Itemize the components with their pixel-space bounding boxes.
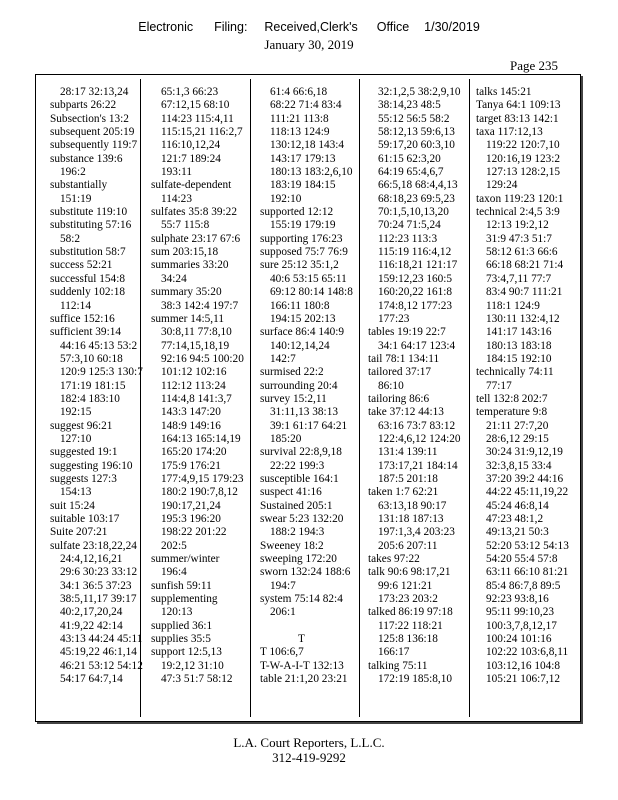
index-entry-line: 117:22 118:21 bbox=[378, 619, 443, 632]
index-entry-line: tables 19:19 22:7 bbox=[368, 326, 446, 339]
index-entry-line: 196:2 bbox=[60, 166, 86, 179]
index-entry-line: 166:11 180:8 bbox=[270, 299, 330, 312]
index-entry-line: 41:9,22 42:14 bbox=[60, 619, 123, 632]
index-entry-line: T 106:6,7 bbox=[260, 646, 304, 659]
index-entry-line: 61:15 62:3,20 bbox=[378, 152, 441, 165]
index-entry-line: taken 1:7 62:21 bbox=[368, 486, 439, 499]
index-entry-line: 63:13,18 90:17 bbox=[378, 499, 447, 512]
index-entry-line: tailoring 86:6 bbox=[368, 392, 430, 405]
index-entry-line: 34:1 36:5 37:23 bbox=[60, 579, 132, 592]
index-entry-line: 92:16 94:5 100:20 bbox=[161, 352, 244, 365]
index-entry-line: talking 75:11 bbox=[368, 659, 428, 672]
index-entry-line: 92:23 93:8,16 bbox=[486, 593, 549, 606]
index-entry-line: 193:11 bbox=[161, 166, 192, 179]
index-entry-line: system 75:14 82:4 bbox=[260, 593, 343, 606]
index-entry-line: 100:24 101:16 bbox=[486, 633, 552, 646]
index-entry-line: T-W-A-I-T 132:13 bbox=[260, 659, 344, 672]
index-entry-line: 103:12,16 104:8 bbox=[486, 659, 561, 672]
index-entry-line: 154:13 bbox=[60, 486, 92, 499]
index-entry-line: 116:18,21 121:17 bbox=[378, 259, 458, 272]
index-entry-line: talked 86:19 97:18 bbox=[368, 606, 453, 619]
index-entry-line: 12:13 19:2,12 bbox=[486, 219, 549, 232]
index-entry-line: survival 22:8,9,18 bbox=[260, 446, 342, 459]
index-entry-line: supplied 36:1 bbox=[151, 619, 213, 632]
index-entry-line: Tanya 64:1 109:13 bbox=[476, 99, 561, 112]
filing-stamp-line bbox=[0, 20, 618, 34]
index-entry-line: 65:1,3 66:23 bbox=[161, 86, 219, 98]
index-entry-line: 70:1,5,10,13,20 bbox=[378, 206, 449, 219]
index-entry-line: 100:3,7,8,12,17 bbox=[486, 619, 557, 632]
column-divider bbox=[250, 79, 251, 717]
index-entry-line: 45:19,22 46:1,14 bbox=[60, 646, 137, 659]
index-entry-line: successful 154:8 bbox=[50, 272, 125, 285]
index-entry-line: 85:4 86:7,8 89:5 bbox=[486, 579, 561, 592]
index-entry-line: 34:1 64:17 123:4 bbox=[378, 339, 456, 352]
index-entry-line: suggested 19:1 bbox=[50, 446, 118, 459]
index-entry-line: 66:5,18 68:4,4,13 bbox=[378, 179, 458, 192]
index-entry-line: tell 132:8 202:7 bbox=[476, 392, 548, 405]
index-entry-line: surface 86:4 140:9 bbox=[260, 326, 345, 339]
index-entry-line: suddenly 102:18 bbox=[50, 286, 125, 299]
index-entry-line: supplies 35:5 bbox=[151, 633, 211, 646]
index-entry-line: 180:13 183:18 bbox=[486, 339, 552, 352]
index-entry-line: sweeping 172:20 bbox=[260, 553, 337, 566]
footer-phone: 312-419-9292 bbox=[272, 750, 346, 765]
index-entry-line: 206:1 bbox=[270, 606, 296, 619]
filing-date-line: January 30, 2019 bbox=[264, 37, 354, 52]
index-entry-line: 183:19 184:15 bbox=[270, 179, 336, 192]
index-entry-line: supporting 176:23 bbox=[260, 232, 343, 245]
index-entry-line: 120:9 125:3 130:7 bbox=[60, 366, 143, 379]
index-entry-line: supposed 75:7 76:9 bbox=[260, 246, 348, 259]
index-entry-line: 112:23 113:3 bbox=[378, 232, 438, 245]
index-entry-line: 66:18 68:21 71:4 bbox=[486, 259, 564, 272]
index-entry-line: 24:4,12,16,21 bbox=[60, 553, 123, 566]
index-entry-line: 73:4,7,11 77:7 bbox=[486, 272, 552, 285]
index-entry-line: substantially bbox=[50, 179, 108, 192]
index-entry-line: 47:3 51:7 58:12 bbox=[161, 673, 233, 686]
index-entry-line: 188:2 194:3 bbox=[270, 526, 325, 539]
index-entry-line: success 52:21 bbox=[50, 259, 113, 272]
index-entry-line: 61:4 66:6,18 bbox=[270, 86, 328, 98]
index-entry-line: tail 78:1 134:11 bbox=[368, 352, 440, 365]
column-divider bbox=[469, 79, 470, 717]
index-entry-line: substituting 57:16 bbox=[50, 219, 132, 232]
index-entry-line: 102:22 103:6,8,11 bbox=[486, 646, 569, 659]
index-entry-line: sulfate-dependent bbox=[151, 179, 232, 192]
index-column-1 bbox=[50, 86, 143, 716]
index-entry-line: 30:24 31:9,12,19 bbox=[486, 446, 563, 459]
index-entry-line: 34:24 bbox=[161, 272, 187, 285]
index-entry-line: 177:23 bbox=[378, 312, 410, 325]
index-entry-line: sum 203:15,18 bbox=[151, 246, 219, 259]
index-entry-line: 68:18,23 69:5,23 bbox=[378, 192, 455, 205]
index-entry-line: suggesting 196:10 bbox=[50, 459, 133, 472]
index-entry-line: 127:10 bbox=[60, 432, 92, 445]
index-entry-line: 184:15 192:10 bbox=[486, 352, 552, 365]
index-entry-line: 202:5 bbox=[161, 539, 187, 552]
index-entry-line: 160:20,22 161:8 bbox=[378, 286, 453, 299]
index-entry-line: 121:7 189:24 bbox=[161, 152, 221, 165]
index-entry-line: 46:21 53:12 54:12 bbox=[60, 659, 143, 672]
index-entry-line: 67:12,15 68:10 bbox=[161, 99, 230, 112]
index-entry-line: tailored 37:17 bbox=[368, 366, 432, 379]
index-entry-line: 131:4 139:11 bbox=[378, 446, 438, 459]
index-entry-line: 119:22 120:7,10 bbox=[486, 139, 560, 152]
index-entry-line: take 37:12 44:13 bbox=[368, 406, 444, 419]
column-divider bbox=[140, 79, 141, 717]
index-entry-line: 39:1 61:17 64:21 bbox=[270, 419, 348, 432]
index-entry-line: 194:7 bbox=[270, 579, 296, 592]
index-entry-line: 30:8,11 77:8,10 bbox=[161, 326, 232, 339]
index-entry-line: suitable 103:17 bbox=[50, 513, 120, 525]
index-entry-line: 173:17,21 184:14 bbox=[378, 459, 458, 472]
index-entry-line: sunfish 59:11 bbox=[151, 579, 212, 592]
index-entry-line: takes 97:22 bbox=[368, 553, 420, 566]
index-entry-line: 31:11,13 38:13 bbox=[270, 406, 338, 419]
index-entry-line: susceptible 164:1 bbox=[260, 472, 339, 485]
index-column-2 bbox=[151, 86, 244, 716]
index-entry-line: 28:17 32:13,24 bbox=[60, 86, 129, 98]
index-entry-line: talks 145:21 bbox=[476, 86, 532, 98]
index-entry-line: 58:12 61:3 66:6 bbox=[486, 246, 558, 259]
index-entry-line: 131:18 187:13 bbox=[378, 513, 444, 525]
index-entry-line: 111:21 113:8 bbox=[270, 112, 329, 125]
index-entry-line: swear 5:23 132:20 bbox=[260, 513, 344, 525]
index-entry-line: summer/winter bbox=[151, 553, 220, 566]
index-entry-line: target 83:13 142:1 bbox=[476, 112, 559, 125]
index-entry-line: 130:12,18 143:4 bbox=[270, 139, 345, 152]
index-entry-line: 99:6 121:21 bbox=[378, 579, 433, 592]
index-entry-line: survey 15:2,11 bbox=[260, 392, 327, 405]
index-entry-line: sure 25:12 35:1,2 bbox=[260, 259, 339, 272]
index-entry-line: 141:17 143:16 bbox=[486, 326, 552, 339]
index-entry-line bbox=[260, 620, 353, 633]
index-entry-line: 142:7 bbox=[270, 352, 296, 365]
index-entry-line: 83:4 90:7 111:21 bbox=[486, 286, 563, 299]
index-entry-line: suit 15:24 bbox=[50, 499, 95, 512]
stamp-office: Office bbox=[376, 20, 410, 34]
index-entry-line: 112:14 bbox=[60, 299, 91, 312]
index-entry-line: 44:16 45:13 53:2 bbox=[60, 339, 138, 352]
index-entry-line: table 21:1,20 23:21 bbox=[260, 673, 348, 686]
index-entry-line: summaries 33:20 bbox=[151, 259, 229, 272]
index-entry-line: 49:13,21 50:3 bbox=[486, 526, 549, 539]
index-entry-line: 54:17 64:7,14 bbox=[60, 673, 123, 686]
index-entry-line: 38:5,11,17 39:17 bbox=[60, 593, 137, 606]
index-entry-line: sworn 132:24 188:6 bbox=[260, 566, 351, 579]
index-entry-line: summary 35:20 bbox=[151, 286, 222, 299]
index-entry-line: taxa 117:12,13 bbox=[476, 126, 543, 139]
column-divider bbox=[359, 79, 360, 717]
index-entry-line: 114:23 bbox=[161, 192, 192, 205]
index-entry-line: subsequently 119:7 bbox=[50, 139, 138, 152]
index-entry-line: Subsection's 13:2 bbox=[50, 112, 129, 125]
index-entry-line: suspect 41:16 bbox=[260, 486, 322, 499]
index-entry-line: 180:13 183:2,6,10 bbox=[270, 166, 353, 179]
index-entry-line: 171:19 181:15 bbox=[60, 379, 126, 392]
index-entry-line: 175:9 176:21 bbox=[161, 459, 221, 472]
index-entry-line: 58:2 bbox=[60, 232, 81, 245]
index-entry-line: 192:10 bbox=[270, 192, 302, 205]
index-entry-line: suggest 96:21 bbox=[50, 419, 113, 432]
stamp-electronic: Electronic bbox=[138, 20, 194, 34]
index-entry-line: 105:21 106:7,12 bbox=[486, 673, 561, 686]
index-entry-line: substance 139:6 bbox=[50, 152, 123, 165]
index-entry-line: substitute 119:10 bbox=[50, 206, 128, 219]
index-entry-line: summer 14:5,11 bbox=[151, 312, 225, 325]
index-entry-line: 194:15 202:13 bbox=[270, 312, 336, 325]
index-entry-line: 63:11 66:10 81:21 bbox=[486, 566, 569, 579]
index-entry-line: 205:6 207:11 bbox=[378, 539, 438, 552]
index-entry-line: sulphate 23:17 67:6 bbox=[151, 232, 241, 245]
index-entry-line: 43:13 44:24 45:11 bbox=[60, 633, 143, 646]
index-entry-line: 77:14,15,18,19 bbox=[161, 339, 230, 352]
index-entry-line: 77:17 bbox=[486, 379, 512, 392]
index-entry-line: 38:14,23 48:5 bbox=[378, 99, 441, 112]
index-entry-line: 29:6 30:23 33:12 bbox=[60, 566, 138, 579]
index-entry-line: Suite 207:21 bbox=[50, 526, 108, 539]
index-entry-line: 101:12 102:16 bbox=[161, 366, 227, 379]
index-entry-line: temperature 9:8 bbox=[476, 406, 548, 419]
index-frame bbox=[35, 74, 581, 722]
index-entry-line: 21:11 27:7,20 bbox=[486, 419, 549, 432]
index-entry-line: 165:20 174:20 bbox=[161, 446, 227, 459]
index-entry-line: 122:4,6,12 124:20 bbox=[378, 432, 461, 445]
index-column-5 bbox=[476, 86, 569, 716]
index-entry-line: 115:15,21 116:2,7 bbox=[161, 126, 243, 139]
index-entry-line: 54:20 55:4 57:8 bbox=[486, 553, 558, 566]
page-number: Page 235 bbox=[509, 58, 558, 73]
index-column-3 bbox=[260, 86, 353, 716]
index-entry-line: sulfates 35:8 39:22 bbox=[151, 206, 237, 219]
index-entry-line: suggests 127:3 bbox=[50, 472, 117, 485]
index-entry-line: 182:4 183:10 bbox=[60, 392, 120, 405]
index-entry-line: 120:16,19 123:2 bbox=[486, 152, 561, 165]
index-entry-line: 38:3 142:4 197:7 bbox=[161, 299, 239, 312]
index-entry-line: 118:13 124:9 bbox=[270, 126, 330, 139]
index-entry-line: 129:24 bbox=[486, 179, 518, 192]
index-entry-line: technically 74:11 bbox=[476, 366, 554, 379]
index-entry-line: 198:22 201:22 bbox=[161, 526, 227, 539]
index-entry-line: 112:12 113:24 bbox=[161, 379, 226, 392]
index-entry-line: 190:17,21,24 bbox=[161, 499, 221, 512]
index-entry-line: 130:11 132:4,12 bbox=[486, 312, 560, 325]
index-entry-line: taxon 119:23 120:1 bbox=[476, 192, 564, 205]
index-entry-line: 192:15 bbox=[60, 406, 92, 419]
index-entry-line: 47:23 48:1,2 bbox=[486, 513, 544, 525]
index-entry-line: suffice 152:16 bbox=[50, 312, 115, 325]
index-entry-line: 159:12,23 160:5 bbox=[378, 272, 453, 285]
stamp-date: 1/30/2019 bbox=[424, 20, 480, 34]
index-entry-line: 187:5 201:18 bbox=[378, 472, 438, 485]
index-entry-line: 55:12 56:5 58:2 bbox=[378, 112, 450, 125]
index-entry-line: 22:22 199:3 bbox=[270, 459, 325, 472]
index-entry-line: 155:19 179:19 bbox=[270, 219, 336, 232]
index-entry-line: 172:19 185:8,10 bbox=[378, 673, 453, 686]
index-entry-line: 118:1 124:9 bbox=[486, 299, 540, 312]
index-entry-line: Sustained 205:1 bbox=[260, 499, 333, 512]
index-entry-line: 151:19 bbox=[60, 192, 92, 205]
index-entry-line: substitution 58:7 bbox=[50, 246, 126, 259]
index-column-4 bbox=[368, 86, 461, 716]
index-entry-line: 32:1,2,5 38:2,9,10 bbox=[378, 86, 461, 98]
index-entry-line: 120:13 bbox=[161, 606, 193, 619]
index-entry-line: 127:13 128:2,15 bbox=[486, 166, 561, 179]
index-entry-line: 195:3 196:20 bbox=[161, 513, 221, 525]
index-entry-line: 196:4 bbox=[161, 566, 187, 579]
index-entry-line: surmised 22:2 bbox=[260, 366, 324, 379]
index-entry-line: 69:12 80:14 148:8 bbox=[270, 286, 353, 299]
index-entry-line: 63:16 73:7 83:12 bbox=[378, 419, 456, 432]
index-entry-line: 95:11 99:10,23 bbox=[486, 606, 554, 619]
index-entry-line: 115:19 116:4,12 bbox=[378, 246, 452, 259]
index-entry-line: 37:20 39:2 44:16 bbox=[486, 472, 564, 485]
stamp-filing: Filing: bbox=[214, 20, 248, 34]
index-entry-line: 174:8,12 177:23 bbox=[378, 299, 453, 312]
index-entry-line: 32:3,8,15 33:4 bbox=[486, 459, 552, 472]
index-entry-line: 57:3,10 60:18 bbox=[60, 352, 123, 365]
index-entry-line: 180:2 190:7,8,12 bbox=[161, 486, 238, 499]
index-entry-line: subsequent 205:19 bbox=[50, 126, 135, 139]
index-entry-line: 70:24 71:5,24 bbox=[378, 219, 441, 232]
index-entry-line: 148:9 149:16 bbox=[161, 419, 221, 432]
index-entry-line: sufficient 39:14 bbox=[50, 326, 122, 339]
index-entry-line: sulfate 23:18,22,24 bbox=[50, 539, 137, 552]
index-entry-line: 64:19 65:4,6,7 bbox=[378, 166, 444, 179]
index-entry-line: supplementing bbox=[151, 593, 218, 606]
index-entry-line: Sweeney 18:2 bbox=[260, 539, 324, 552]
index-entry-line: 44:22 45:11,19,22 bbox=[486, 486, 569, 499]
index-entry-line: 19:2,12 31:10 bbox=[161, 659, 224, 672]
index-entry-line: 114:23 115:4,11 bbox=[161, 112, 234, 125]
index-entry-line: 177:4,9,15 179:23 bbox=[161, 472, 244, 485]
index-entry-line: technical 2:4,5 3:9 bbox=[476, 206, 560, 219]
index-entry-line: 173:23 203:2 bbox=[378, 593, 438, 606]
index-entry-line: 68:22 71:4 83:4 bbox=[270, 99, 342, 112]
index-entry-line: 59:17,20 60:3,10 bbox=[378, 139, 455, 152]
index-entry-line: 31:9 47:3 51:7 bbox=[486, 232, 552, 245]
index-entry-line: 197:1,3,4 203:23 bbox=[378, 526, 455, 539]
index-entry-line: 40:6 53:15 65:11 bbox=[270, 272, 347, 285]
index-entry-line: 28:6,12 29:15 bbox=[486, 432, 549, 445]
index-entry-line: 164:13 165:14,19 bbox=[161, 432, 241, 445]
index-entry-line: 58:12,13 59:6,13 bbox=[378, 126, 455, 139]
index-entry-line: 166:17 bbox=[378, 646, 410, 659]
index-entry-line: 116:10,12,24 bbox=[161, 139, 221, 152]
index-section-letter: T bbox=[297, 633, 305, 646]
index-entry-line: subparts 26:22 bbox=[50, 99, 117, 112]
index-entry-line: 40:2,17,20,24 bbox=[60, 606, 123, 619]
index-entry-line: 86:10 bbox=[378, 379, 404, 392]
index-entry-line: 55:7 115:8 bbox=[161, 219, 210, 232]
index-entry-line: 125:8 136:18 bbox=[378, 633, 438, 646]
index-entry-line: 185:20 bbox=[270, 432, 302, 445]
index-entry-line: 52:20 53:12 54:13 bbox=[486, 539, 569, 552]
index-entry-line: 140:12,14,24 bbox=[270, 339, 330, 352]
index-entry-line: support 12:5,13 bbox=[151, 646, 222, 659]
index-entry-line: 114:4,8 141:3,7 bbox=[161, 392, 232, 405]
index-entry-line: 143:3 147:20 bbox=[161, 406, 221, 419]
index-entry-line: surrounding 20:4 bbox=[260, 379, 338, 392]
index-entry-line: talk 90:6 98:17,21 bbox=[368, 566, 451, 579]
footer-reporter: L.A. Court Reporters, L.L.C. bbox=[233, 735, 385, 750]
stamp-received: Received,Clerk's bbox=[264, 20, 358, 34]
index-entry-line: 143:17 179:13 bbox=[270, 152, 336, 165]
index-entry-line: supported 12:12 bbox=[260, 206, 334, 219]
index-entry-line: 45:24 46:8,14 bbox=[486, 499, 549, 512]
